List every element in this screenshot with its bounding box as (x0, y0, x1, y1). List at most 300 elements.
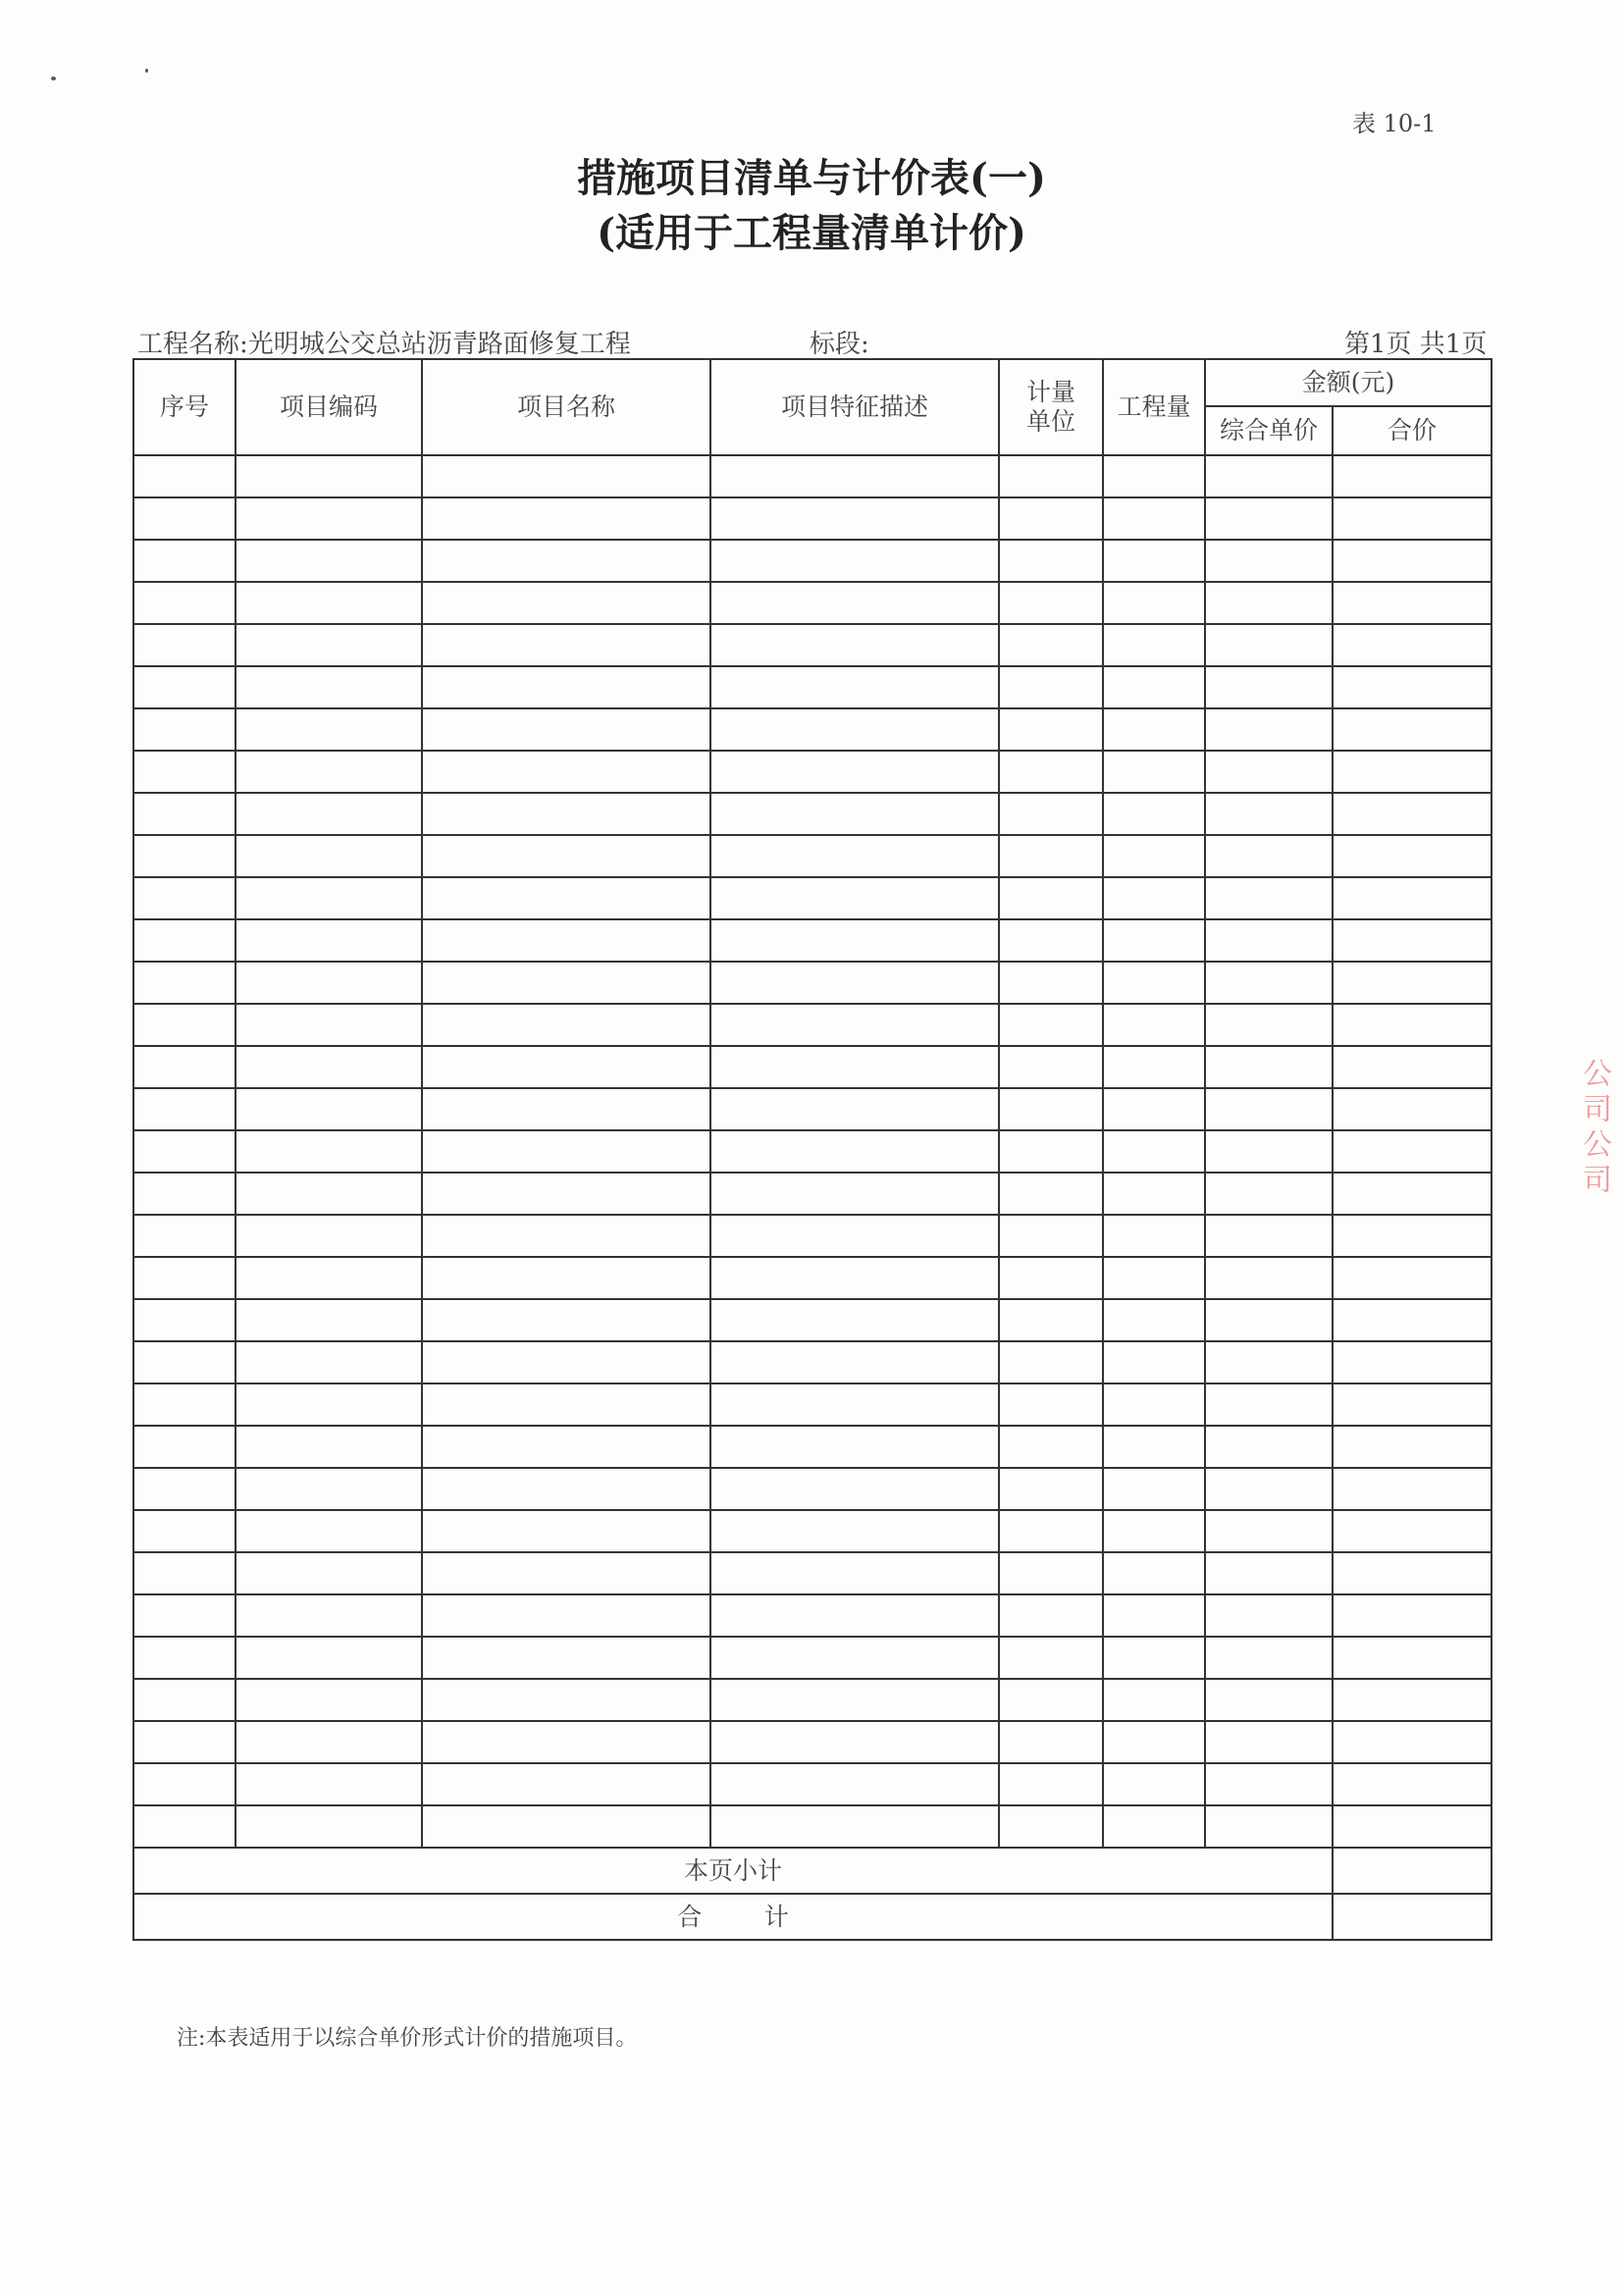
table-cell (999, 1299, 1103, 1341)
table-cell (1103, 751, 1205, 793)
table-row (133, 835, 1492, 877)
table-cell (133, 1510, 236, 1552)
table-cell (1333, 1594, 1492, 1637)
table-cell (236, 1383, 422, 1426)
form-id: 表 10-1 (1352, 110, 1437, 137)
section-label: 标段: (810, 330, 869, 359)
table-cell (710, 582, 999, 624)
table-cell (999, 1215, 1103, 1257)
table-cell (999, 919, 1103, 962)
table-cell (1103, 1763, 1205, 1805)
table-cell (422, 455, 710, 497)
table-cell (422, 1805, 710, 1848)
table-cell (1103, 962, 1205, 1004)
table-cell (1333, 1257, 1492, 1299)
page-title: 措施项目清单与计价表(一) (577, 155, 1046, 201)
table-cell (133, 1805, 236, 1848)
table-cell (236, 1173, 422, 1215)
table-cell (710, 1173, 999, 1215)
table-cell (1205, 1426, 1333, 1468)
table-cell (1103, 1215, 1205, 1257)
table-cell (133, 1552, 236, 1594)
table-cell (710, 751, 999, 793)
table-row (133, 751, 1492, 793)
table-cell (1333, 1637, 1492, 1679)
table-cell (1333, 1805, 1492, 1848)
table-cell (422, 793, 710, 835)
table-cell (710, 1046, 999, 1088)
table-cell (236, 708, 422, 751)
table-cell (710, 1763, 999, 1805)
header-code: 项目编码 (236, 359, 422, 455)
table-row (133, 962, 1492, 1004)
table-cell (1205, 708, 1333, 751)
table-cell (133, 708, 236, 751)
table-cell (710, 1004, 999, 1046)
table-cell (422, 1130, 710, 1173)
table-cell (999, 1130, 1103, 1173)
table-cell (1103, 1130, 1205, 1173)
table-cell (710, 624, 999, 666)
table-cell (1333, 1510, 1492, 1552)
table-cell (236, 835, 422, 877)
table-cell (1205, 1594, 1333, 1637)
table-cell (710, 919, 999, 962)
subtotal-value (1333, 1848, 1492, 1894)
table-cell (710, 1721, 999, 1763)
table-cell (236, 582, 422, 624)
table-row (133, 1046, 1492, 1088)
table-row (133, 1721, 1492, 1763)
table-cell (236, 962, 422, 1004)
table-cell (1103, 624, 1205, 666)
table-cell (1333, 1215, 1492, 1257)
table-cell (1205, 919, 1333, 962)
table-cell (710, 455, 999, 497)
table-cell (999, 708, 1103, 751)
table-cell (999, 1805, 1103, 1848)
table-cell (1103, 1468, 1205, 1510)
table-cell (710, 666, 999, 708)
table-cell (1205, 1257, 1333, 1299)
table-cell (133, 793, 236, 835)
table-cell (422, 1763, 710, 1805)
scan-speck (51, 77, 56, 80)
table-cell (1205, 962, 1333, 1004)
table-row (133, 1637, 1492, 1679)
table-cell (1333, 751, 1492, 793)
table-cell (422, 582, 710, 624)
table-cell (1103, 1805, 1205, 1848)
header-qty: 工程量 (1103, 359, 1205, 455)
table-row (133, 1552, 1492, 1594)
table-cell (236, 1510, 422, 1552)
table-cell (422, 1173, 710, 1215)
table-cell (1333, 1046, 1492, 1088)
table-cell (1205, 1215, 1333, 1257)
table-cell (999, 877, 1103, 919)
table-cell (1205, 1805, 1333, 1848)
table-cell (133, 1594, 236, 1637)
table-cell (999, 1426, 1103, 1468)
table-cell (710, 1341, 999, 1383)
table-cell (1103, 1594, 1205, 1637)
table-cell (422, 666, 710, 708)
table-cell (1103, 1721, 1205, 1763)
table-cell (1333, 1341, 1492, 1383)
table-cell (1103, 1088, 1205, 1130)
header-seq: 序号 (133, 359, 236, 455)
table-row (133, 540, 1492, 582)
table-cell (1205, 1341, 1333, 1383)
table-cell (999, 751, 1103, 793)
total-label: 合 计 (133, 1894, 1333, 1940)
table-cell (999, 1594, 1103, 1637)
table-cell (133, 1426, 236, 1468)
table-cell (236, 1299, 422, 1341)
table-cell (710, 1383, 999, 1426)
table-cell (710, 1510, 999, 1552)
table-cell (1333, 1173, 1492, 1215)
table-cell (236, 1679, 422, 1721)
table-cell (1205, 1721, 1333, 1763)
table-cell (1205, 1383, 1333, 1426)
table-cell (133, 1215, 236, 1257)
table-cell (710, 1299, 999, 1341)
table-cell (999, 1763, 1103, 1805)
table-cell (422, 497, 710, 540)
table-cell (1333, 540, 1492, 582)
table-cell (422, 1046, 710, 1088)
table-cell (1205, 877, 1333, 919)
table-cell (1205, 1552, 1333, 1594)
footnote: 注:本表适用于以综合单价形式计价的措施项目。 (177, 2026, 638, 2051)
table-cell (133, 919, 236, 962)
table-cell (999, 540, 1103, 582)
table-cell (133, 1130, 236, 1173)
table-cell (1103, 1341, 1205, 1383)
table-cell (1333, 1468, 1492, 1510)
table-cell (236, 919, 422, 962)
table-cell (1205, 1763, 1333, 1805)
table-cell (133, 1383, 236, 1426)
table-cell (1333, 793, 1492, 835)
table-cell (1205, 582, 1333, 624)
table-cell (236, 1552, 422, 1594)
table-cell (1333, 666, 1492, 708)
table-cell (1205, 1046, 1333, 1088)
table-cell (422, 835, 710, 877)
table-cell (999, 666, 1103, 708)
table-cell (1103, 919, 1205, 962)
table-cell (236, 1594, 422, 1637)
table-cell (133, 1341, 236, 1383)
table-cell (710, 540, 999, 582)
table-cell (133, 962, 236, 1004)
table-row (133, 708, 1492, 751)
table-cell (1103, 666, 1205, 708)
table-cell (236, 1637, 422, 1679)
table-cell (710, 1215, 999, 1257)
header-unit (999, 359, 1103, 455)
table-cell (236, 1088, 422, 1130)
table-cell (422, 877, 710, 919)
subtotal-label: 本页小计 (133, 1848, 1333, 1894)
table-cell (1333, 1763, 1492, 1805)
table-row (133, 1594, 1492, 1637)
table-cell (422, 1257, 710, 1299)
table-cell (999, 835, 1103, 877)
table-cell (710, 962, 999, 1004)
table-row (133, 1510, 1492, 1552)
pricing-table (132, 358, 1492, 1941)
table-cell (422, 1594, 710, 1637)
table-cell (422, 624, 710, 666)
table-cell (422, 751, 710, 793)
table-cell (422, 1299, 710, 1341)
table-cell (236, 877, 422, 919)
table-cell (710, 1257, 999, 1299)
header-unit-line2: 单位 (1025, 407, 1075, 436)
table-cell (1205, 1637, 1333, 1679)
table-cell (1103, 1257, 1205, 1299)
header-total-price: 合价 (1333, 406, 1492, 455)
table-cell (710, 1637, 999, 1679)
table-cell (710, 1426, 999, 1468)
table-cell (133, 455, 236, 497)
table-cell (1103, 582, 1205, 624)
table-cell (1333, 1383, 1492, 1426)
table-cell (422, 1383, 710, 1426)
table-cell (999, 1004, 1103, 1046)
table-cell (1103, 1383, 1205, 1426)
table-cell (1333, 497, 1492, 540)
table-cell (999, 1341, 1103, 1383)
table-cell (236, 624, 422, 666)
table-cell (999, 497, 1103, 540)
table-row (133, 1383, 1492, 1426)
table-cell (1333, 708, 1492, 751)
table-cell (422, 1721, 710, 1763)
header-row (133, 359, 1492, 406)
table-cell (133, 1088, 236, 1130)
table-cell (1103, 540, 1205, 582)
table-cell (999, 793, 1103, 835)
table-cell (133, 540, 236, 582)
table-cell (999, 1173, 1103, 1215)
red-seal-stamp: 公司公司 (1577, 1058, 1611, 1199)
table-cell (1103, 1637, 1205, 1679)
table-cell (133, 1299, 236, 1341)
table-cell (1333, 1552, 1492, 1594)
table-cell (1205, 540, 1333, 582)
table-cell (1103, 455, 1205, 497)
table-cell (133, 666, 236, 708)
table-cell (1333, 455, 1492, 497)
table-row (133, 497, 1492, 540)
table-cell (422, 1552, 710, 1594)
table-cell (710, 793, 999, 835)
table-cell (422, 1004, 710, 1046)
header-amount: 金额(元) (1205, 359, 1492, 406)
table-cell (236, 751, 422, 793)
table-row (133, 1468, 1492, 1510)
table-cell (710, 877, 999, 919)
header-desc: 项目特征描述 (710, 359, 999, 455)
table-cell (422, 1510, 710, 1552)
table-row (133, 1173, 1492, 1215)
table-cell (236, 1805, 422, 1848)
table-cell (422, 1637, 710, 1679)
table-cell (133, 497, 236, 540)
table-cell (1205, 793, 1333, 835)
table-cell (236, 1257, 422, 1299)
table-cell (422, 1468, 710, 1510)
page-info: 第1页 共1页 (1344, 330, 1488, 359)
table-row (133, 919, 1492, 962)
table-cell (422, 1215, 710, 1257)
table-cell (133, 1763, 236, 1805)
table-cell (236, 1046, 422, 1088)
table-row (133, 877, 1492, 919)
table-cell (1103, 1510, 1205, 1552)
header-name: 项目名称 (422, 359, 710, 455)
table-cell (1103, 1173, 1205, 1215)
table-cell (422, 1426, 710, 1468)
table-row (133, 1805, 1492, 1848)
table-cell (1205, 1173, 1333, 1215)
table-cell (1205, 1299, 1333, 1341)
total-row (133, 1894, 1492, 1940)
table-cell (1205, 455, 1333, 497)
table-cell (1205, 1510, 1333, 1552)
table-cell (999, 1637, 1103, 1679)
table-cell (1103, 1046, 1205, 1088)
table-cell (1103, 1679, 1205, 1721)
table-cell (1333, 962, 1492, 1004)
table-cell (1333, 582, 1492, 624)
table-cell (236, 497, 422, 540)
table-cell (422, 962, 710, 1004)
table-cell (999, 1510, 1103, 1552)
table-cell (710, 1805, 999, 1848)
table-cell (1205, 751, 1333, 793)
table-cell (1205, 624, 1333, 666)
table-cell (1205, 835, 1333, 877)
table-row (133, 1426, 1492, 1468)
table-row (133, 624, 1492, 666)
table-cell (1333, 1004, 1492, 1046)
table-cell (710, 1130, 999, 1173)
table-cell (710, 708, 999, 751)
page-subtitle: (适用于工程量清单计价) (597, 210, 1026, 256)
table-cell (1333, 1088, 1492, 1130)
table-cell (133, 582, 236, 624)
table-cell (133, 877, 236, 919)
table-cell (710, 1594, 999, 1637)
table-cell (999, 1679, 1103, 1721)
table-cell (1103, 835, 1205, 877)
table-cell (1103, 1004, 1205, 1046)
table-row (133, 1763, 1492, 1805)
table-cell (133, 1637, 236, 1679)
table-cell (1205, 1679, 1333, 1721)
table-cell (1103, 1552, 1205, 1594)
table-cell (133, 1173, 236, 1215)
table-cell (999, 1383, 1103, 1426)
table-cell (1205, 1468, 1333, 1510)
table-cell (1333, 835, 1492, 877)
table-cell (236, 666, 422, 708)
scan-speck (145, 69, 148, 73)
table-cell (1333, 1299, 1492, 1341)
table-cell (422, 1679, 710, 1721)
table-cell (710, 1468, 999, 1510)
table-cell (236, 455, 422, 497)
table-cell (133, 1046, 236, 1088)
table-row (133, 1088, 1492, 1130)
table-cell (133, 1468, 236, 1510)
table-cell (236, 1763, 422, 1805)
table-cell (999, 1552, 1103, 1594)
table-cell (236, 793, 422, 835)
table-row (133, 1299, 1492, 1341)
table-cell (1103, 497, 1205, 540)
header-unit-price: 综合单价 (1205, 406, 1333, 455)
table-cell (1333, 1679, 1492, 1721)
table-row (133, 793, 1492, 835)
header-unit-line1: 计量 (1025, 378, 1075, 406)
table-cell (133, 1257, 236, 1299)
subtotal-row (133, 1848, 1492, 1894)
table-cell (1205, 497, 1333, 540)
table-cell (133, 1004, 236, 1046)
table-cell (236, 1721, 422, 1763)
table-cell (710, 1679, 999, 1721)
table-cell (236, 1468, 422, 1510)
table-cell (422, 540, 710, 582)
table-cell (1205, 1130, 1333, 1173)
table-cell (1333, 624, 1492, 666)
table-cell (1103, 1426, 1205, 1468)
table-cell (236, 1341, 422, 1383)
table-cell (133, 751, 236, 793)
table-cell (236, 1426, 422, 1468)
table-cell (1333, 1426, 1492, 1468)
table-cell (1333, 1130, 1492, 1173)
table-row (133, 1004, 1492, 1046)
table-row (133, 1257, 1492, 1299)
table-cell (422, 1341, 710, 1383)
table-cell (236, 1004, 422, 1046)
table-cell (710, 835, 999, 877)
table-cell (1103, 877, 1205, 919)
table-cell (236, 1130, 422, 1173)
table-cell (133, 1679, 236, 1721)
table-cell (999, 582, 1103, 624)
table-cell (1205, 666, 1333, 708)
table-cell (133, 1721, 236, 1763)
table-cell (133, 835, 236, 877)
table-cell (1333, 1721, 1492, 1763)
table-cell (422, 1088, 710, 1130)
table-cell (710, 1552, 999, 1594)
table-row (133, 1130, 1492, 1173)
table-cell (1103, 793, 1205, 835)
table-cell (710, 497, 999, 540)
table-row (133, 1341, 1492, 1383)
table-row (133, 666, 1492, 708)
